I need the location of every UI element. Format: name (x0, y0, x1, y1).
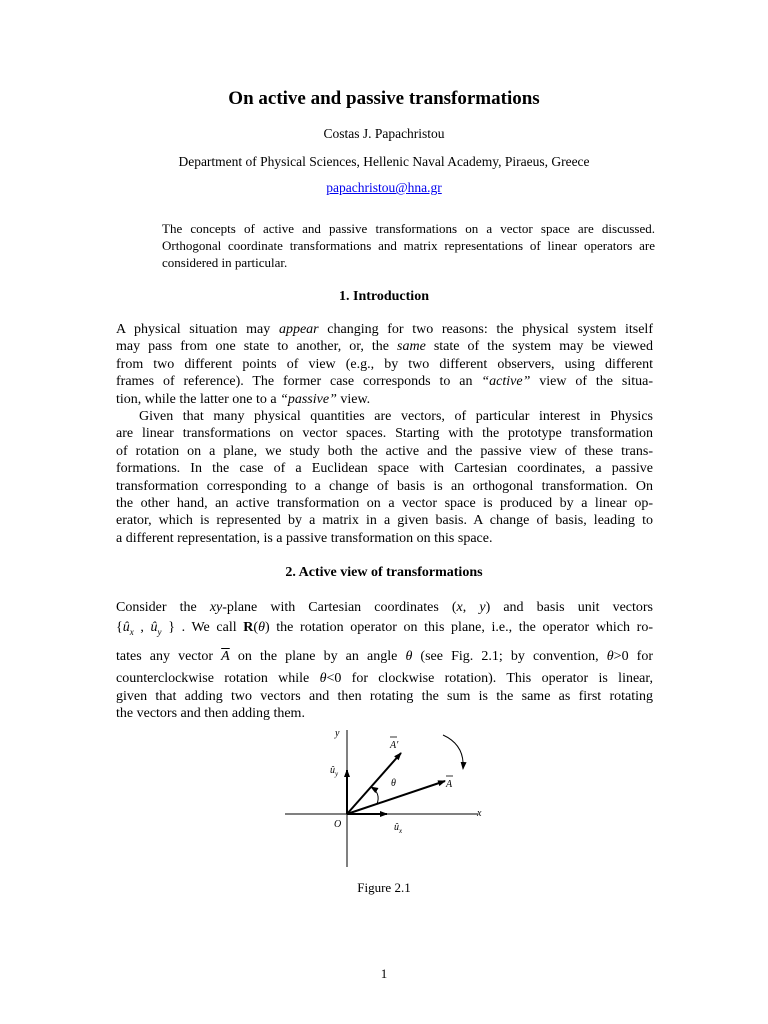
text-line: tion, while the latter one to a “passive” view. (116, 391, 371, 407)
label-uy: $û_y$ (330, 765, 339, 778)
text-line: Given that many physical quantities are vectors, of particular interest in Physics (139, 409, 653, 425)
text-line: may pass from one state to another, or, the same state of the system may be viewed (116, 339, 654, 355)
label-theta: θ (391, 778, 396, 789)
abstract: The concepts of active and passive transformations on a vector space are discussed. Orthogonal coordinate transformations and matrix representations of linear operators are considered in particular. (162, 221, 655, 270)
text-line: tates any vector $\overline{A}$ on the plane by an angle θ (see Fig. 2.1; by convention, θ>0 for (116, 649, 653, 665)
text-line: are linear transformations on vector spaces. Starting with the prototype transformation (116, 426, 653, 442)
text-line: given that adding two vectors and then rotating the sum is the same as first rotating (116, 688, 653, 704)
email-link[interactable]: papachristou@hna.gr (326, 180, 442, 195)
text-line: the vectors and then adding them. (116, 706, 305, 722)
active-view-body (116, 599, 653, 722)
text-line: the other hand, an active transformation on a vector space is produced by a linear op- (116, 496, 653, 512)
rotation-arrow (443, 735, 463, 769)
label-a-prime: A′ (390, 740, 399, 751)
label-x: x (477, 808, 482, 819)
rotation-diagram (283, 725, 493, 870)
text-line: {$û_x$ , $û_y$ } . We call R(θ) the rotation operator on this plane, i.e., the operator which ro- (116, 620, 654, 638)
text-line: formations. In the case of a Euclidean space with Cartesian coordinates, a passive (116, 461, 653, 477)
author-email (0, 180, 768, 196)
introduction-body (116, 321, 653, 547)
label-ux: $û_x$ (394, 822, 403, 835)
text-line: from two different points of view (e.g., by two different observers, using different (116, 356, 653, 372)
label-a: A (446, 779, 453, 790)
paper-title: On active and passive transformations (228, 88, 540, 109)
angle-arc (371, 787, 378, 804)
page-number: 1 (380, 966, 388, 981)
text-line: A physical situation may appear changing for two reasons: the physical system itself (116, 322, 653, 337)
author-affiliation: Department of Physical Sciences, Hellenic Naval Academy, Piraeus, Greece (178, 154, 590, 169)
figure-caption: Figure 2.1 (357, 880, 411, 895)
text-line: Consider the xy-plane with Cartesian coordinates (x, y) and basis unit vectors (116, 600, 654, 615)
text-line: a different representation, is a passive transformation on this space. (116, 530, 493, 546)
text-line: transformation corresponding to a change of basis is an orthogonal transformation. On (116, 478, 653, 494)
label-origin: O (334, 819, 342, 830)
text-line: counterclockwise rotation while θ<0 for clockwise rotation). This operator is linear, (116, 671, 653, 687)
section-heading-active-view: 2. Active view of transformations (285, 565, 483, 580)
text-line: frames of reference). The former case corresponds to an “active” view of the situa- (116, 374, 653, 390)
text-line: of rotation on a plane, we study both the active and the passive view of these trans- (116, 443, 653, 459)
section-heading-introduction: 1. Introduction (339, 289, 429, 304)
author-name: Costas J. Papachristou (323, 126, 445, 141)
text-line: erator, which is represented by a matrix in a given basis. A change of basis, leading to (116, 513, 653, 529)
label-y: y (335, 728, 340, 739)
